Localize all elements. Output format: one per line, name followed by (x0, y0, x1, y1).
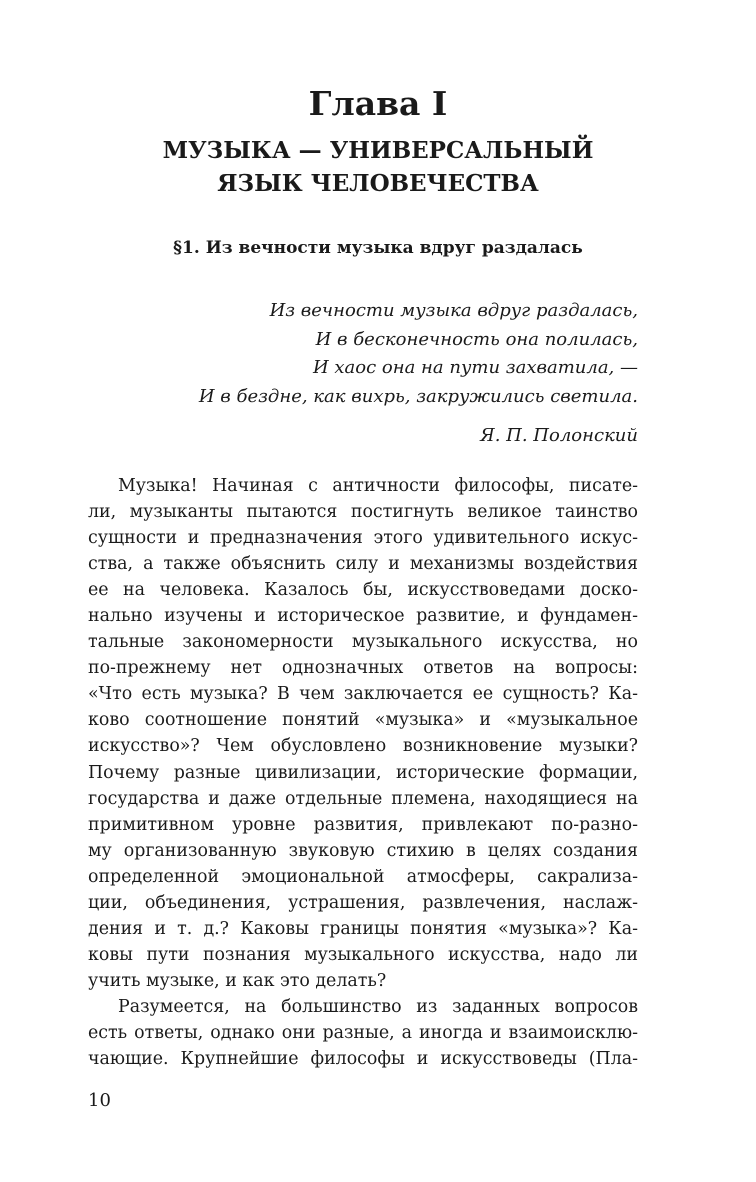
text-line: сущности и предназначения этого удивительного искус- (88, 528, 638, 549)
text-line: по-прежнему нет однозначных ответов на вопросы: (88, 658, 638, 679)
text-line: определенной эмоциональной атмосферы, сакрализа- (88, 866, 638, 887)
epigraph (118, 297, 638, 411)
text-line: ства, а также объяснить силу и механизмы воздействия (88, 554, 638, 575)
text-line: ковы пути познания музыкального искусства, надо ли (88, 944, 638, 965)
paragraph (88, 994, 638, 1072)
text-line: примитивном уровне развития, привлекают по-разно- (88, 814, 638, 835)
text-line: чающие. Крупнейшие философы и искусствоведы (Пла- (88, 1049, 638, 1070)
epigraph-line: И в бездне, как вихрь, закружились светила. (198, 385, 638, 407)
text-line: дения и т. д.? Каковы границы понятия «музыка»? Ка- (88, 918, 638, 939)
text-line: есть ответы, однако они разные, а иногда и взаимоисклю- (88, 1022, 638, 1043)
epigraph-author: Я. П. Полонский (480, 425, 638, 446)
text-line: тальные закономерности музыкального искусства, но (88, 632, 638, 653)
section-heading: §1. Из вечности музыка вдруг раздалась (173, 238, 583, 258)
chapter-title-line: ЯЗЫК ЧЕЛОВЕЧЕСТВА (217, 170, 539, 197)
paragraph (88, 473, 638, 994)
page-number: 10 (88, 1090, 111, 1111)
chapter-label: Глава I (308, 84, 448, 123)
text-line: нально изучены и историческое развитие, и фундамен- (88, 606, 638, 627)
body-text (88, 473, 638, 1072)
chapter-title-line: МУЗЫКА — УНИВЕРСАЛЬНЫЙ (162, 137, 594, 164)
text-line: учить музыке, и как это делать? (88, 970, 387, 991)
text-line: му организованную звуковую стихию в целях создания (88, 840, 638, 861)
text-line: Разумеется, на большинство из заданных вопросов (118, 996, 638, 1017)
text-line: ли, музыканты пытаются постигнуть великое таинство (88, 502, 638, 523)
epigraph-line: И в бесконечность она полилась, (315, 328, 638, 350)
chapter-title (0, 134, 756, 200)
text-line: ее на человека. Казалось бы, искусствоведами доско- (88, 580, 638, 601)
text-line: «Что есть музыка? В чем заключается ее сущность? Ка- (88, 684, 638, 705)
epigraph-line: И хаос она на пути захватила, — (312, 357, 638, 378)
text-line: Музыка! Начиная с античности философы, писате- (118, 476, 638, 496)
epigraph-line: Из вечности музыка вдруг раздалась, (269, 300, 638, 321)
text-line: Почему разные цивилизации, исторические формации, (88, 762, 638, 783)
text-line: ково соотношение понятий «музыка» и «музыкальное (88, 710, 638, 731)
text-line: государства и даже отдельные племена, находящиеся на (88, 788, 638, 809)
text-line: искусство»? Чем обусловлено возникновение музыки? (88, 736, 638, 757)
text-line: ции, объединения, устрашения, развлечения, наслаж- (88, 892, 638, 913)
